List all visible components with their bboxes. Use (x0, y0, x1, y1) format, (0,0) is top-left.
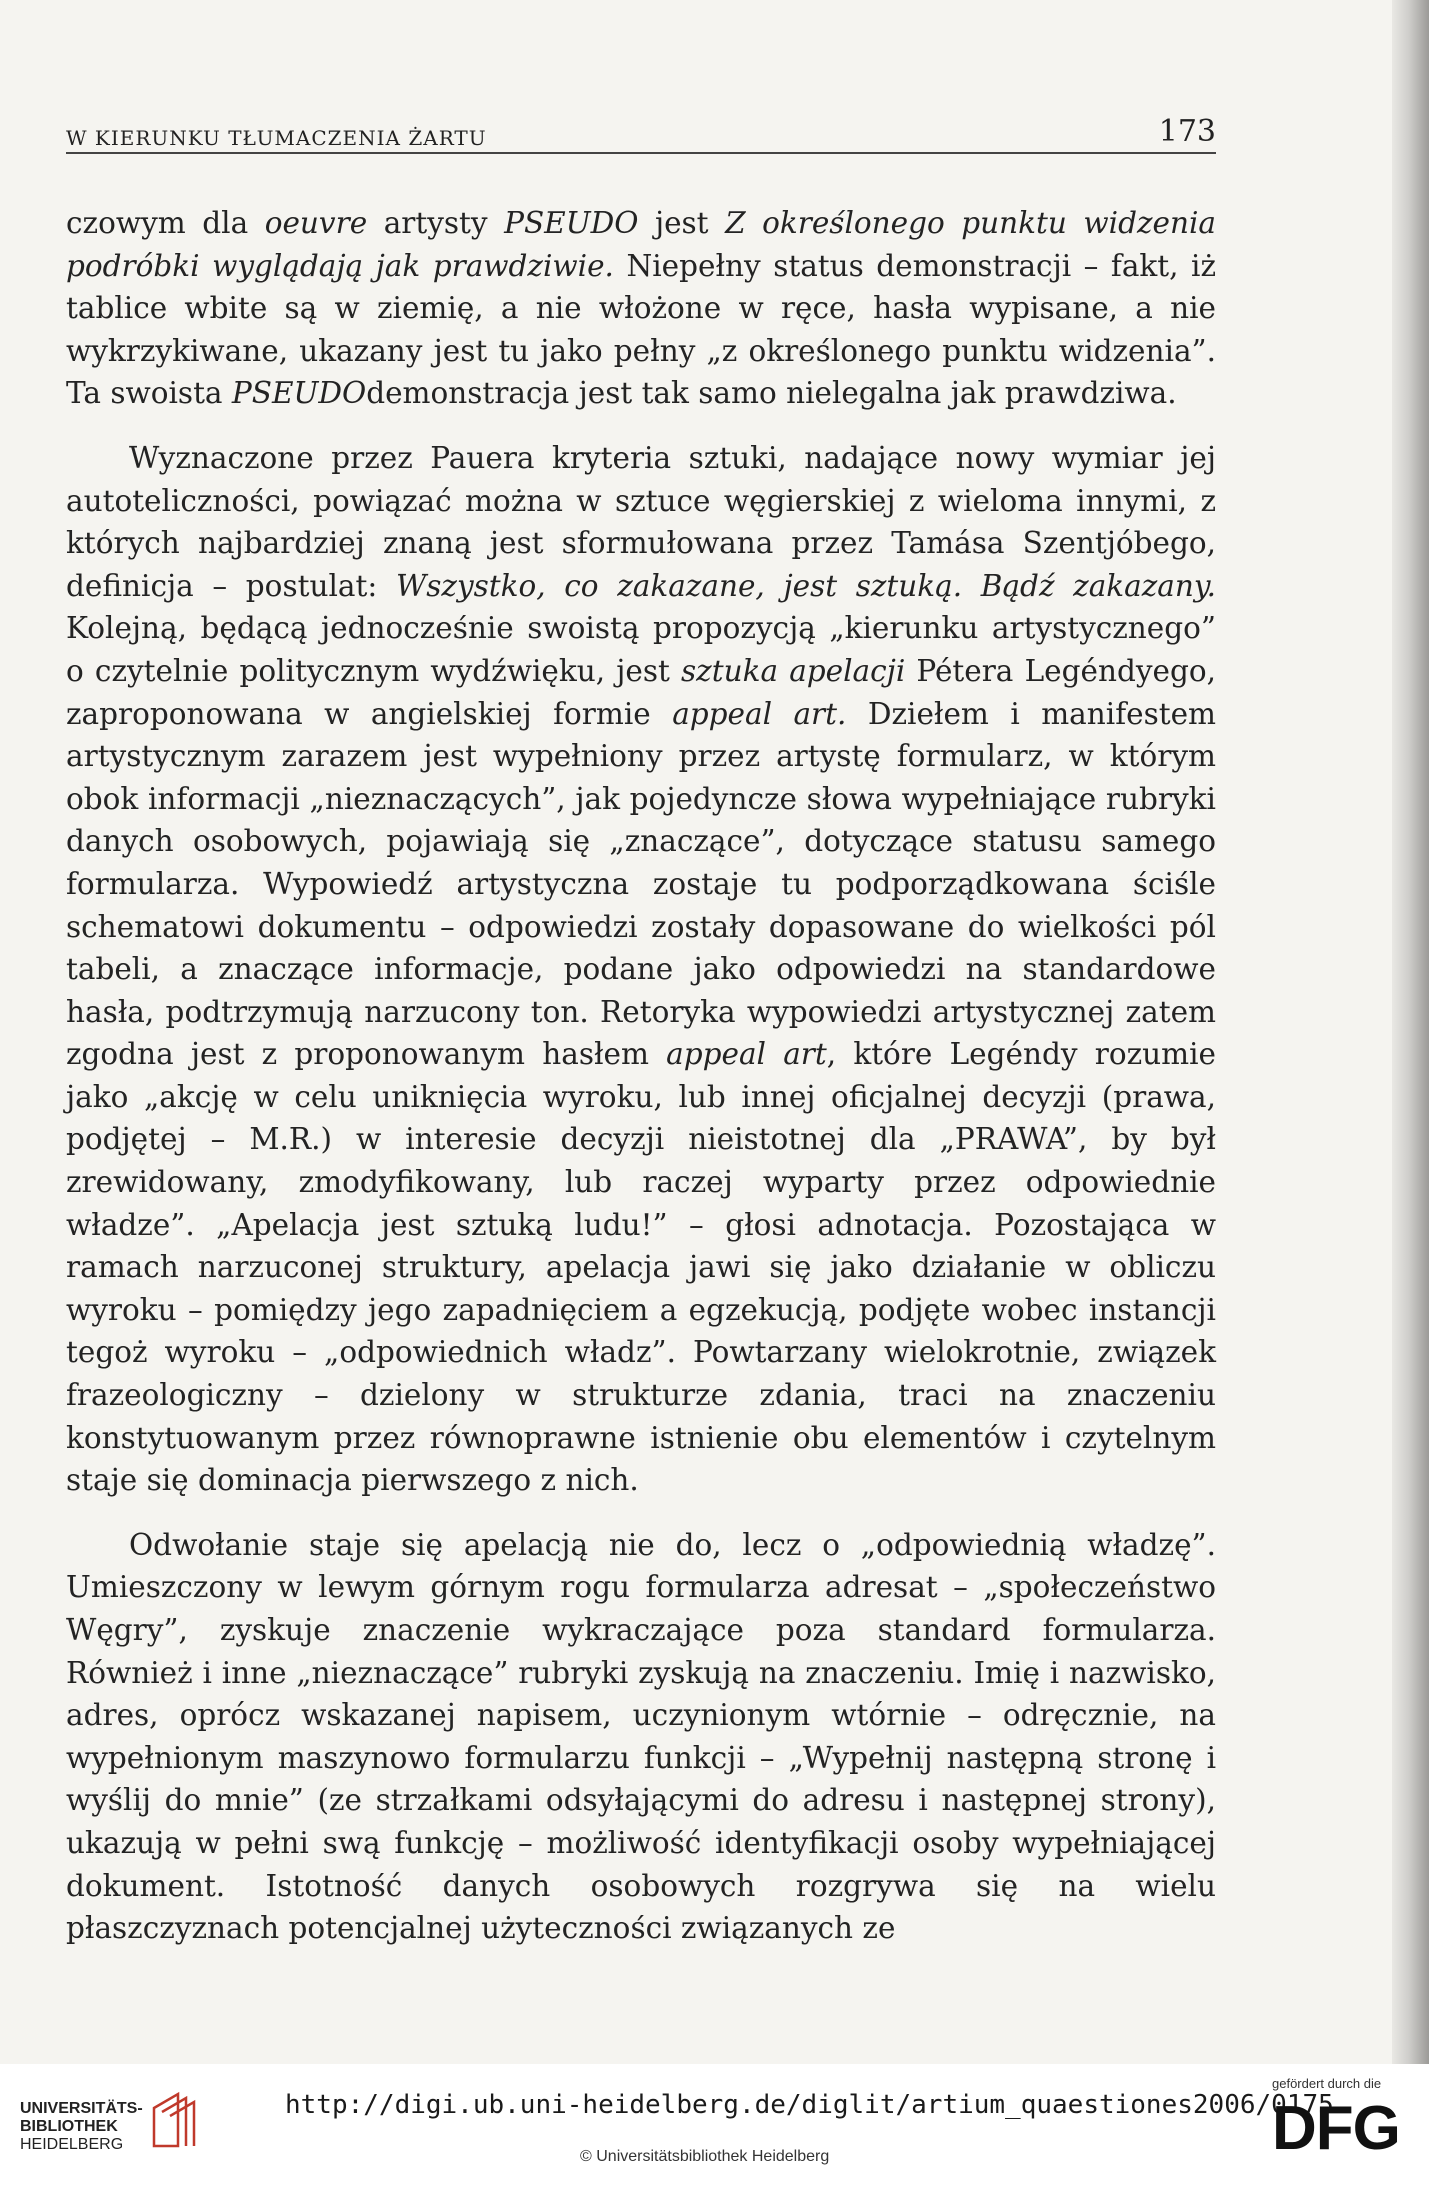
text-run: Odwołanie staje się apelacją nie do, lecz o „odpowiednią władzę”. Umieszczony w lewym górnym rogu formularza adresat – „społeczeństwo Węgry”, zyskuje znaczenie wykraczające poza standard formularza. Również i inne „nieznaczące” rubryki zyskują na znaczeniu. Imię i nazwisko, adres, oprócz wskazanej napisem, uczynionym wtórnie – odręcznie, na wypełnionym maszynowo formularzu funkcji – „Wypełnij następną stronę i wyślij do mnie” (ze strzałkami odsyłającymi do adresu i następnej strony), ukazują w pełni swą funkcję – możliwość identyfikacji osoby wypełniającej dokument. Istotność danych osobowych rozgrywa się na wielu płaszczyznach potencjalnej użyteczności związanych ze (66, 1527, 1216, 1946)
dfg-logo: DFG (1272, 2094, 1400, 2163)
paragraph (66, 437, 1216, 1502)
footer-bar (0, 2064, 1429, 2209)
italic-text: sztuka apelacji (681, 653, 906, 688)
text-run: czowym dla (66, 206, 265, 240)
text-run: Pétera Legéndyego, zaproponowana w angielskiej formie (66, 653, 1216, 731)
ub-heidelberg-logo (20, 2078, 240, 2198)
text-run: Wyznaczone przez Pauera kryteria sztuki, nadające nowy wymiar jej autoteliczności, powiązać można w sztuce węgierskiej z wieloma innymi, z których najbardziej znaną jest sformułowana przez Tamása Szentjóbego, definicja – postulat: (66, 440, 1216, 603)
text-run: artysty (367, 206, 505, 240)
page-number: 173 (1158, 114, 1216, 149)
text-run: Kolejną, będącą jednocześnie swoistą propozycją „kierunku artystycznego” o czytelnie politycznym wydźwięku, jest (66, 611, 1216, 688)
library-emblem-icon (148, 2090, 198, 2150)
italic-text: appeal art. (672, 696, 847, 731)
text-run: Dziełem i manifestem artystycznym zarazem jest wypełniony przez artystę formularz, w którym obok informacji „nieznaczących”, jak pojedyncze słowa wypełniające rubryki danych osobowych, pojawiają się „znaczące”, dotyczące statusu samego formularza. Wypowiedź artystyczna zostaje tu podporządkowana ściśle schematowi dokumentu – odpowiedzi zostały dopasowane do wielkości pól tabeli, a znaczące informacje, podane jako odpowiedzi na standardowe hasła, podtrzymują narzucony ton. Retoryka wypowiedzi artystycznej zatem zgodna jest z proponowanym hasłem (66, 696, 1216, 1072)
paragraph (66, 1524, 1216, 1950)
running-title: W KIERUNKU TŁUMACZENIA ŻARTU (66, 126, 487, 150)
text-run: demonstracja jest tak samo nielegalna jak prawdziwa. (366, 376, 1177, 411)
library-line-2: BIBLIOTHEK (20, 2118, 118, 2135)
library-line-1: UNIVERSITÄTS- (20, 2100, 143, 2117)
text-run: Niepełny status demonstracji – fakt, iż tablice wbite są w ziemię, a nie włożone w ręce, hasła wypisane, a nie wykrzykiwane, ukazany jest tu jako pełny „z określonego punktu widzenia”. Ta swoista (66, 248, 1216, 411)
page-edge-shadow (1392, 0, 1429, 2064)
body-text (66, 202, 1216, 1950)
source-url-link[interactable]: http://digi.ub.uni-heidelberg.de/diglit/artium_quaestiones2006/0175 (285, 2090, 1334, 2120)
italic-text: PSEUDO (504, 206, 639, 240)
italic-text: appeal art (666, 1037, 827, 1072)
italic-text: Z określonego punktu widzenia podróbki wyglądają jak prawdziwie. (66, 206, 1217, 283)
italic-text: oeuvre (264, 206, 368, 240)
funding-note: gefördert durch die (1272, 2076, 1382, 2091)
italic-text: Wszystko, co zakazane, jest sztuką. Bądź zakazany. (395, 568, 1217, 603)
running-header (66, 112, 1216, 154)
library-line-3: HEIDELBERG (20, 2136, 124, 2153)
text-run: , które Legéndy rozumie jako „akcję w celu uniknięcia wyroku, lub innej oficjalnej decyzji (prawa, podjętej – M.R.) w interesie decyzji nieistotnej dla „PRAWA”, by był zrewidowany, zmodyfikowany, lub raczej wyparty przez odpowiednie władze”. „Apelacja jest sztuką ludu!” – głosi adnotacja. Pozostająca w ramach narzuconej struktury, apelacja jawi się jako działanie w obliczu wyroku – pomiędzy jego zapadnięciem a egzekucją, podjęte wobec instancji tegoż wyroku – „odpowiednich władz”. Powtarzany wielokrotnie, związek frazeologiczny – dzielony w strukturze zdania, traci na znaczeniu konstytuowanym przez równoprawne istnienie obu elementów i czytelnym staje się dominacja pierwszego z nich. (66, 1037, 1216, 1498)
italic-text: PSEUDO (231, 376, 367, 411)
paragraph (66, 202, 1216, 415)
copyright-notice: © Universitätsbibliothek Heidelberg (580, 2148, 830, 2165)
text-run: jest (638, 206, 726, 240)
